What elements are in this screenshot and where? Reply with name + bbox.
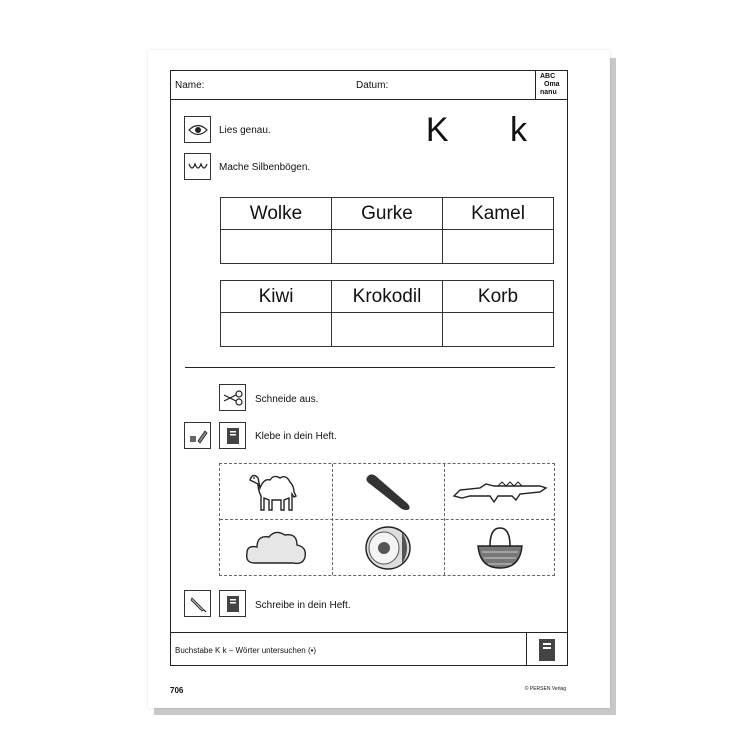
write-instruction: Schreibe in dein Heft. xyxy=(255,600,351,611)
syllable-instruction: Mache Silbenbögen. xyxy=(219,162,311,173)
word-cell: Krokodil xyxy=(332,281,443,313)
word-cell: Kiwi xyxy=(221,281,332,313)
notebook-icon xyxy=(219,422,246,449)
footer-title: Buchstabe K k – Wörter untersuchen (•) xyxy=(175,646,317,655)
page-number: 706 xyxy=(170,686,184,695)
worksheet-frame xyxy=(170,70,568,666)
glue-instruction: Klebe in dein Heft. xyxy=(255,431,337,442)
word-cell: Kamel xyxy=(443,198,554,230)
letter-heading: K k xyxy=(425,111,553,149)
abc-line-3: nanu xyxy=(540,89,557,96)
empty-cell[interactable] xyxy=(221,313,332,347)
cloud-icon[interactable] xyxy=(220,520,332,576)
header-bar xyxy=(171,71,567,100)
name-label: Name: xyxy=(175,80,205,91)
word-cell: Korb xyxy=(443,281,554,313)
basket-icon[interactable] xyxy=(444,520,556,576)
publisher-credit: © PERSEN Verlag xyxy=(524,686,566,692)
read-instruction: Lies genau. xyxy=(219,125,271,136)
empty-cell[interactable] xyxy=(443,230,554,264)
pencil-icon xyxy=(184,590,211,617)
date-label: Datum: xyxy=(356,80,389,91)
word-table-1 xyxy=(220,197,554,264)
notebook-icon xyxy=(219,590,246,617)
abc-badge xyxy=(535,71,567,99)
empty-cell[interactable] xyxy=(332,313,443,347)
empty-cell[interactable] xyxy=(332,230,443,264)
word-cell: Gurke xyxy=(332,198,443,230)
word-cell: Wolke xyxy=(221,198,332,230)
section-divider xyxy=(185,367,555,368)
footer-bar xyxy=(171,632,567,666)
empty-cell[interactable] xyxy=(443,313,554,347)
cucumber-icon[interactable] xyxy=(332,464,444,520)
crocodile-icon[interactable] xyxy=(444,464,556,520)
glue-icon xyxy=(184,422,211,449)
syllable-arc-icon xyxy=(184,153,211,180)
cut-instruction: Schneide aus. xyxy=(255,394,319,405)
cutout-picture-grid xyxy=(219,463,555,576)
abc-line-2: Oma xyxy=(544,81,560,88)
kiwi-icon[interactable] xyxy=(332,520,444,576)
empty-cell[interactable] xyxy=(221,230,332,264)
notebook-icon xyxy=(526,633,567,666)
scissors-icon xyxy=(219,384,246,411)
word-table-2 xyxy=(220,280,554,347)
abc-line-1: ABC xyxy=(540,73,556,80)
camel-icon[interactable] xyxy=(220,464,332,520)
eye-icon xyxy=(184,116,211,143)
